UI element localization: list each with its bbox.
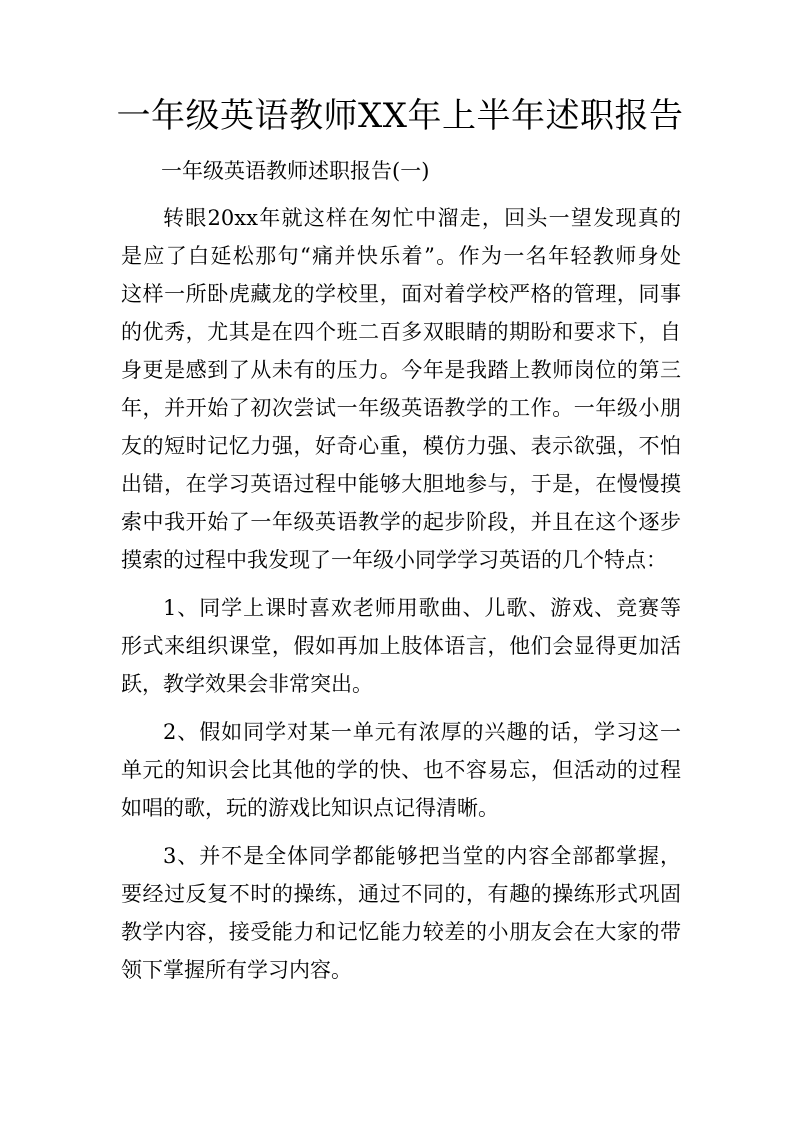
paragraph-line: 领下掌握所有学习内容。 xyxy=(121,958,352,982)
document-body xyxy=(121,199,681,999)
paragraph-intro xyxy=(121,199,681,579)
paragraph-line: 年，并开始了初次尝试一年级英语教学的工作。一年级小朋 xyxy=(121,396,681,420)
paragraph-line: 是应了白延松那句“痛并快乐着”。作为一名年轻教师身处 xyxy=(121,244,681,268)
paragraph-line: 友的短时记忆力强，好奇心重，模仿力强、表示欲强，不怕 xyxy=(121,434,681,458)
paragraph-line: 这样一所卧虎藏龙的学校里，面对着学校严格的管理，同事 xyxy=(121,282,681,306)
document-title: 一年级英语教师XX年上半年述职报告 xyxy=(116,96,684,136)
paragraph-line: 转眼20xx年就这样在匆忙中溜走，回头一望发现真的 xyxy=(163,206,681,230)
paragraph-line: 2、假如同学对某一单元有浓厚的兴趣的话，学习这一 xyxy=(163,720,681,744)
paragraph-line: 单元的知识会比其他的学的快、也不容易忘，但活动的过程 xyxy=(121,758,681,782)
paragraph-line: 3、并不是全体同学都能够把当堂的内容全部都掌握， xyxy=(163,844,681,868)
paragraph-point-2 xyxy=(121,713,681,827)
paragraph-line: 1、同学上课时喜欢老师用歌曲、儿歌、游戏、竞赛等 xyxy=(163,596,681,620)
paragraph-line: 如唱的歌，玩的游戏比知识点记得清晰。 xyxy=(121,796,499,820)
paragraph-line: 的优秀，尤其是在四个班二百多双眼睛的期盼和要求下，自 xyxy=(121,320,681,344)
paragraph-point-3 xyxy=(121,837,681,989)
paragraph-line: 出错，在学习英语过程中能够大胆地参与，于是，在慢慢摸 xyxy=(121,472,681,496)
paragraph-line: 要经过反复不时的操练，通过不同的，有趣的操练形式巩固 xyxy=(121,882,681,906)
paragraph-line: 身更是感到了从未有的压力。今年是我踏上教师岗位的第三 xyxy=(121,358,681,382)
paragraph-line: 索中我开始了一年级英语教学的起步阶段，并且在这个逐步 xyxy=(121,510,681,534)
paragraph-line: 跃，教学效果会非常突出。 xyxy=(121,672,373,696)
paragraph-line: 教学内容，接受能力和记忆能力较差的小朋友会在大家的带 xyxy=(121,920,681,944)
document-subtitle: 一年级英语教师述职报告(一) xyxy=(161,159,430,183)
paragraph-line: 形式来组织课堂，假如再加上肢体语言，他们会显得更加活 xyxy=(121,634,681,658)
paragraph-line: 摸索的过程中我发现了一年级小同学学习英语的几个特点： xyxy=(121,548,667,572)
paragraph-point-1 xyxy=(121,589,681,703)
